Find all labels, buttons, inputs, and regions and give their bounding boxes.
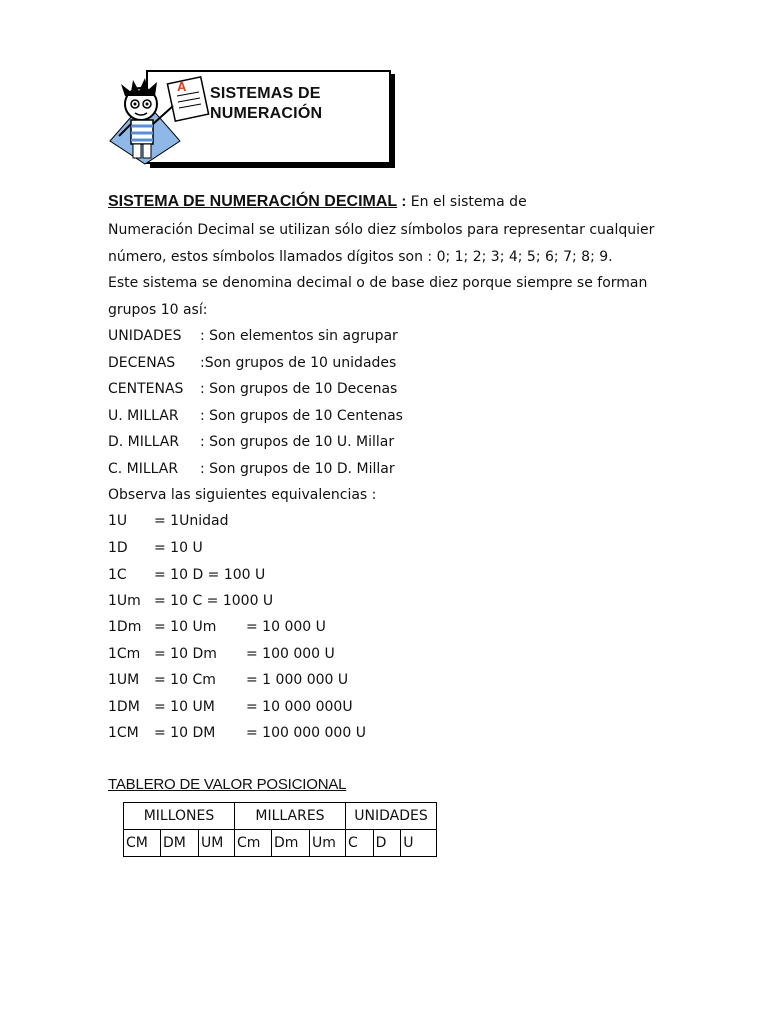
equivalence-value: = 1Unidad bbox=[154, 513, 229, 529]
table-title: TABLERO DE VALOR POSICIONAL bbox=[108, 776, 347, 793]
equivalence-unit: 1Cm bbox=[108, 646, 141, 662]
equivalence-row bbox=[108, 513, 228, 529]
definition-term: UNIDADES bbox=[108, 328, 182, 344]
equivalence-unit: 1DM bbox=[108, 699, 140, 715]
intro-line-5: grupos 10 así: bbox=[108, 302, 208, 318]
intro-line-4: Este sistema se denomina decimal o de base diez porque siempre se forman bbox=[108, 275, 648, 291]
place-value-table bbox=[123, 802, 437, 857]
equivalence-unit: 1U bbox=[108, 513, 128, 529]
equivalence-row bbox=[108, 540, 203, 556]
table-column-header: Cm bbox=[235, 830, 272, 857]
equivalence-total: = 100 000 000 U bbox=[246, 725, 366, 741]
table-column-header: Um bbox=[310, 830, 346, 857]
table-column-header: C bbox=[346, 830, 374, 857]
intro-text-start: En el sistema de bbox=[406, 194, 527, 210]
definition-row bbox=[108, 434, 394, 450]
equivalence-value: = 10 C = 1000 U bbox=[154, 593, 274, 609]
student-clipart-icon bbox=[105, 66, 215, 166]
table-column-header: CM bbox=[124, 830, 161, 857]
page-title bbox=[210, 84, 322, 124]
table-column-header: Dm bbox=[272, 830, 310, 857]
equivalence-value: = 10 Cm bbox=[154, 672, 216, 688]
equivalence-unit: 1C bbox=[108, 567, 127, 583]
definition-desc: :Son grupos de 10 unidades bbox=[200, 355, 397, 371]
equivalence-row bbox=[108, 672, 348, 688]
definition-row bbox=[108, 355, 396, 371]
equivalence-total: = 10 000 U bbox=[246, 619, 326, 635]
equivalence-unit: 1D bbox=[108, 540, 128, 556]
heading-colon: : bbox=[397, 193, 407, 210]
definition-desc: : Son grupos de 10 Decenas bbox=[200, 381, 398, 397]
equivalence-unit: 1Um bbox=[108, 593, 141, 609]
page-title-line2: NUMERACIÓN bbox=[210, 105, 323, 122]
definition-row bbox=[108, 381, 397, 397]
equivalence-unit: 1Dm bbox=[108, 619, 142, 635]
definition-row bbox=[108, 461, 395, 477]
definition-term: C. MILLAR bbox=[108, 461, 179, 477]
definition-desc: : Son grupos de 10 U. Millar bbox=[200, 434, 395, 450]
definition-desc: : Son grupos de 10 Centenas bbox=[200, 408, 403, 424]
equivalence-value: = 10 D = 100 U bbox=[154, 567, 266, 583]
definition-desc: : Son elementos sin agrupar bbox=[200, 328, 398, 344]
equivalence-value: = 10 Dm bbox=[154, 646, 217, 662]
equivalence-total: = 100 000 U bbox=[246, 646, 335, 662]
equivalence-unit: 1UM bbox=[108, 672, 140, 688]
equivalence-value: = 10 U bbox=[154, 540, 203, 556]
definition-term: U. MILLAR bbox=[108, 408, 179, 424]
equivalence-total: = 10 000 000U bbox=[246, 699, 353, 715]
equivalence-value: = 10 UM bbox=[154, 699, 215, 715]
definition-row bbox=[108, 408, 403, 424]
intro-line-1 bbox=[108, 193, 527, 211]
equivalence-unit: 1CM bbox=[108, 725, 139, 741]
definition-row bbox=[108, 328, 398, 344]
table-column-header: D bbox=[373, 830, 401, 857]
equivalence-row bbox=[108, 593, 273, 609]
equivalences-intro: Observa las siguientes equivalencias : bbox=[108, 487, 377, 503]
table-column-header: U bbox=[401, 830, 437, 857]
table-column-row bbox=[124, 830, 437, 857]
definition-term: D. MILLAR bbox=[108, 434, 180, 450]
equivalence-value: = 10 Um bbox=[154, 619, 217, 635]
table-column-header: UM bbox=[199, 830, 235, 857]
table-group-header: MILLONES bbox=[124, 803, 235, 830]
page-title-line1: SISTEMAS DE bbox=[210, 85, 321, 102]
section-heading: SISTEMA DE NUMERACIÓN DECIMAL bbox=[108, 193, 398, 210]
intro-line-2: Numeración Decimal se utilizan sólo diez símbolos para representar cualquier bbox=[108, 222, 655, 238]
equivalence-row bbox=[108, 619, 326, 635]
equivalence-row bbox=[108, 725, 366, 741]
definition-desc: : Son grupos de 10 D. Millar bbox=[200, 461, 395, 477]
equivalence-total: = 1 000 000 U bbox=[246, 672, 349, 688]
equivalence-row bbox=[108, 646, 335, 662]
clipart-letter: A bbox=[177, 79, 187, 94]
table-group-row bbox=[124, 803, 437, 830]
intro-line-3: número, estos símbolos llamados dígitos son : 0; 1; 2; 3; 4; 5; 6; 7; 8; 9. bbox=[108, 249, 613, 265]
definition-term: CENTENAS bbox=[108, 381, 184, 397]
equivalence-row bbox=[108, 699, 353, 715]
table-column-header: DM bbox=[161, 830, 199, 857]
table-group-header: UNIDADES bbox=[346, 803, 437, 830]
table-group-header: MILLARES bbox=[235, 803, 346, 830]
equivalence-row bbox=[108, 567, 265, 583]
equivalence-value: = 10 DM bbox=[154, 725, 216, 741]
definition-term: DECENAS bbox=[108, 355, 176, 371]
